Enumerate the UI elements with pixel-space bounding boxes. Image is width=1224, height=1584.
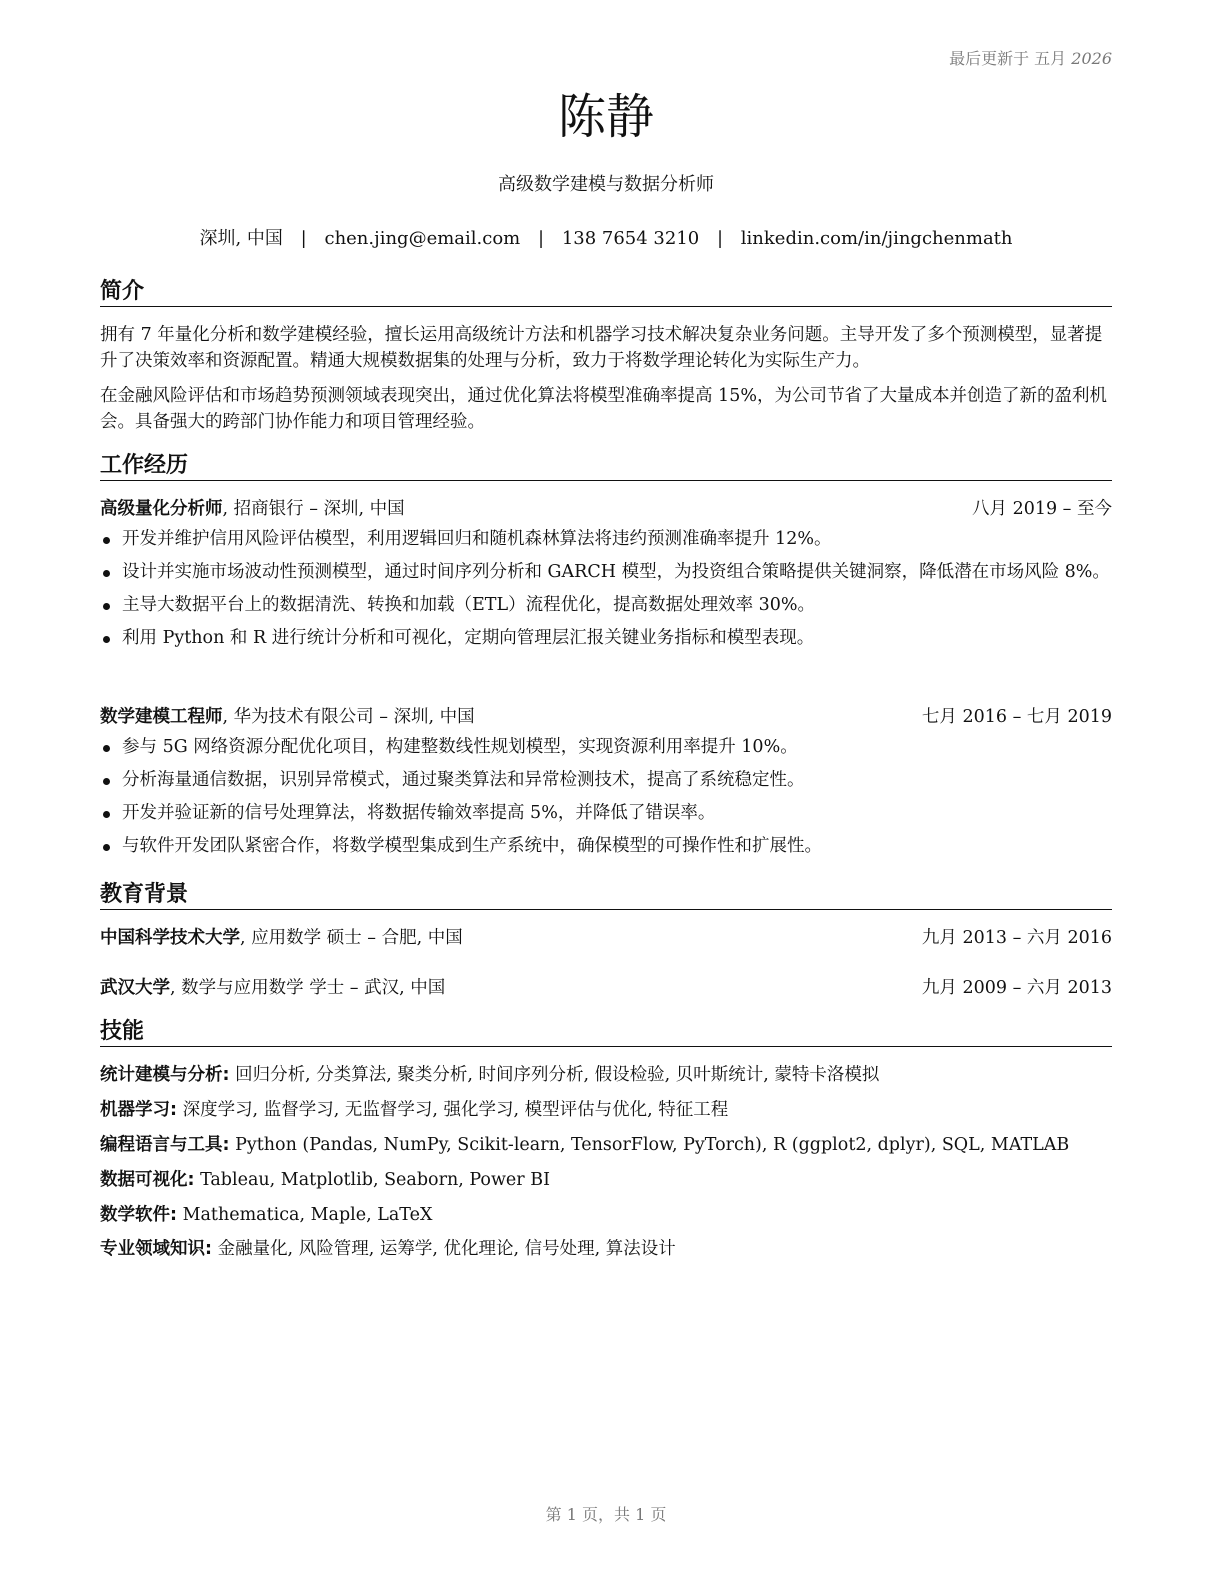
- job-bullet: 参与 5G 网络资源分配优化项目，构建整数线性规划模型，实现资源利用率提升 10%。: [100, 735, 1112, 760]
- candidate-name: 陈静: [557, 89, 654, 145]
- skill-label: 专业领域知识:: [100, 1239, 212, 1259]
- education-details: , 数学与应用数学 学士 – 武汉, 中国: [170, 978, 446, 998]
- contact-phone[interactable]: 138 7654 3210: [561, 228, 700, 249]
- job-details: , 招商银行 – 深圳, 中国: [222, 499, 405, 519]
- skill-label: 编程语言与工具:: [100, 1135, 230, 1155]
- skill-value: 金融量化, 风险管理, 运筹学, 优化理论, 信号处理, 算法设计: [212, 1239, 676, 1259]
- skill-value: Tableau, Matplotlib, Seaborn, Power BI: [194, 1170, 550, 1190]
- education-school: 武汉大学: [100, 978, 170, 998]
- skill-label: 机器学习:: [100, 1100, 177, 1120]
- job-details: , 华为技术有限公司 – 深圳, 中国: [222, 707, 475, 727]
- resume-page: [100, 0, 1112, 1584]
- job-date: 八月 2019 – 至今: [972, 499, 1112, 519]
- skill-value: Python (Pandas, NumPy, Scikit-learn, TensorFlow, PyTorch), R (ggplot2, dplyr), SQL, MATLAB: [229, 1135, 1070, 1155]
- job-bullets: [100, 735, 1112, 867]
- candidate-headline: 高级数学建模与数据分析师: [498, 174, 714, 195]
- job-bullet: 利用 Python 和 R 进行统计分析和可视化，定期向管理层汇报关键业务指标和模型表现。: [100, 626, 1112, 651]
- job-bullets: [100, 527, 1112, 659]
- skill-row: [100, 1132, 1112, 1158]
- education-entry: [100, 975, 1112, 1001]
- contact-separator: |: [300, 228, 307, 249]
- education-date: 九月 2009 – 六月 2013: [921, 978, 1112, 998]
- section-title-summary: 简介: [100, 278, 1112, 307]
- skill-label: 数学软件:: [100, 1205, 177, 1225]
- education-details: , 应用数学 硕士 – 合肥, 中国: [240, 928, 463, 948]
- contact-separator: |: [538, 228, 545, 249]
- skill-label: 统计建模与分析:: [100, 1065, 230, 1085]
- last-updated: [949, 46, 1112, 69]
- job-bullet: 分析海量通信数据，识别异常模式，通过聚类算法和异常检测技术，提高了系统稳定性。: [100, 768, 1112, 793]
- skill-row: [100, 1167, 1112, 1193]
- last-updated-month: 五月: [1034, 49, 1067, 68]
- skill-value: 回归分析, 分类算法, 聚类分析, 时间序列分析, 假设检验, 贝叶斯统计, 蒙特卡洛模拟: [229, 1065, 880, 1085]
- job-header: [100, 704, 1112, 730]
- skill-row: [100, 1097, 1112, 1123]
- section-title-education: 教育背景: [100, 881, 1112, 910]
- skill-row: [100, 1202, 1112, 1228]
- job-bullet: 设计并实施市场波动性预测模型，通过时间序列分析和 GARCH 模型，为投资组合策略提供关键洞察，降低潜在市场风险 8%。: [100, 560, 1112, 585]
- education-date: 九月 2013 – 六月 2016: [921, 928, 1112, 948]
- skill-row: [100, 1062, 1112, 1088]
- summary-paragraph: 在金融风险评估和市场趋势预测领域表现突出，通过优化算法将模型准确率提高 15%，为公司节省了大量成本并创造了新的盈利机会。具备强大的跨部门协作能力和项目管理经验。: [100, 386, 1107, 432]
- job-bullet: 开发并验证新的信号处理算法，将数据传输效率提高 5%，并降低了错误率。: [100, 801, 1112, 826]
- job-bullet: 与软件开发团队紧密合作，将数学模型集成到生产系统中，确保模型的可操作性和扩展性。: [100, 834, 1112, 859]
- last-updated-year: 2026: [1071, 49, 1112, 68]
- skill-row: [100, 1236, 1112, 1262]
- section-title-skills: 技能: [100, 1018, 1112, 1047]
- contact-separator: |: [716, 228, 724, 249]
- education-entry: [100, 925, 1112, 951]
- contact-location: 深圳, 中国: [199, 228, 283, 249]
- job-header: [100, 496, 1112, 522]
- job-title: 高级量化分析师: [100, 499, 223, 519]
- skill-value: Mathematica, Maple, LaTeX: [177, 1205, 433, 1225]
- skill-label: 数据可视化:: [100, 1170, 195, 1190]
- page-footer: 第 1 页，共 1 页: [545, 1505, 667, 1524]
- contact-email[interactable]: chen.jing@email.com: [324, 228, 521, 249]
- summary-paragraph: 拥有 7 年量化分析和数学建模经验，擅长运用高级统计方法和机器学习技术解决复杂业务问题。主导开发了多个预测模型，显著提升了决策效率和资源配置。精通大规模数据集的处理与分析，致力于将数学理论转化为实际生产力。: [100, 325, 1103, 371]
- contact-line: [100, 224, 1112, 250]
- skill-value: 深度学习, 监督学习, 无监督学习, 强化学习, 模型评估与优化, 特征工程: [177, 1100, 729, 1120]
- job-bullet: 主导大数据平台上的数据清洗、转换和加载（ETL）流程优化，提高数据处理效率 30%。: [100, 593, 1112, 618]
- job-date: 七月 2016 – 七月 2019: [921, 707, 1112, 727]
- job-title: 数学建模工程师: [100, 707, 223, 727]
- contact-linkedin[interactable]: linkedin.com/in/jingchenmath: [740, 228, 1013, 249]
- job-bullet: 开发并维护信用风险评估模型，利用逻辑回归和随机森林算法将违约预测准确率提升 12%。: [100, 527, 1112, 552]
- education-school: 中国科学技术大学: [100, 928, 240, 948]
- section-title-experience: 工作经历: [100, 452, 1112, 481]
- last-updated-prefix: 最后更新于: [949, 49, 1030, 68]
